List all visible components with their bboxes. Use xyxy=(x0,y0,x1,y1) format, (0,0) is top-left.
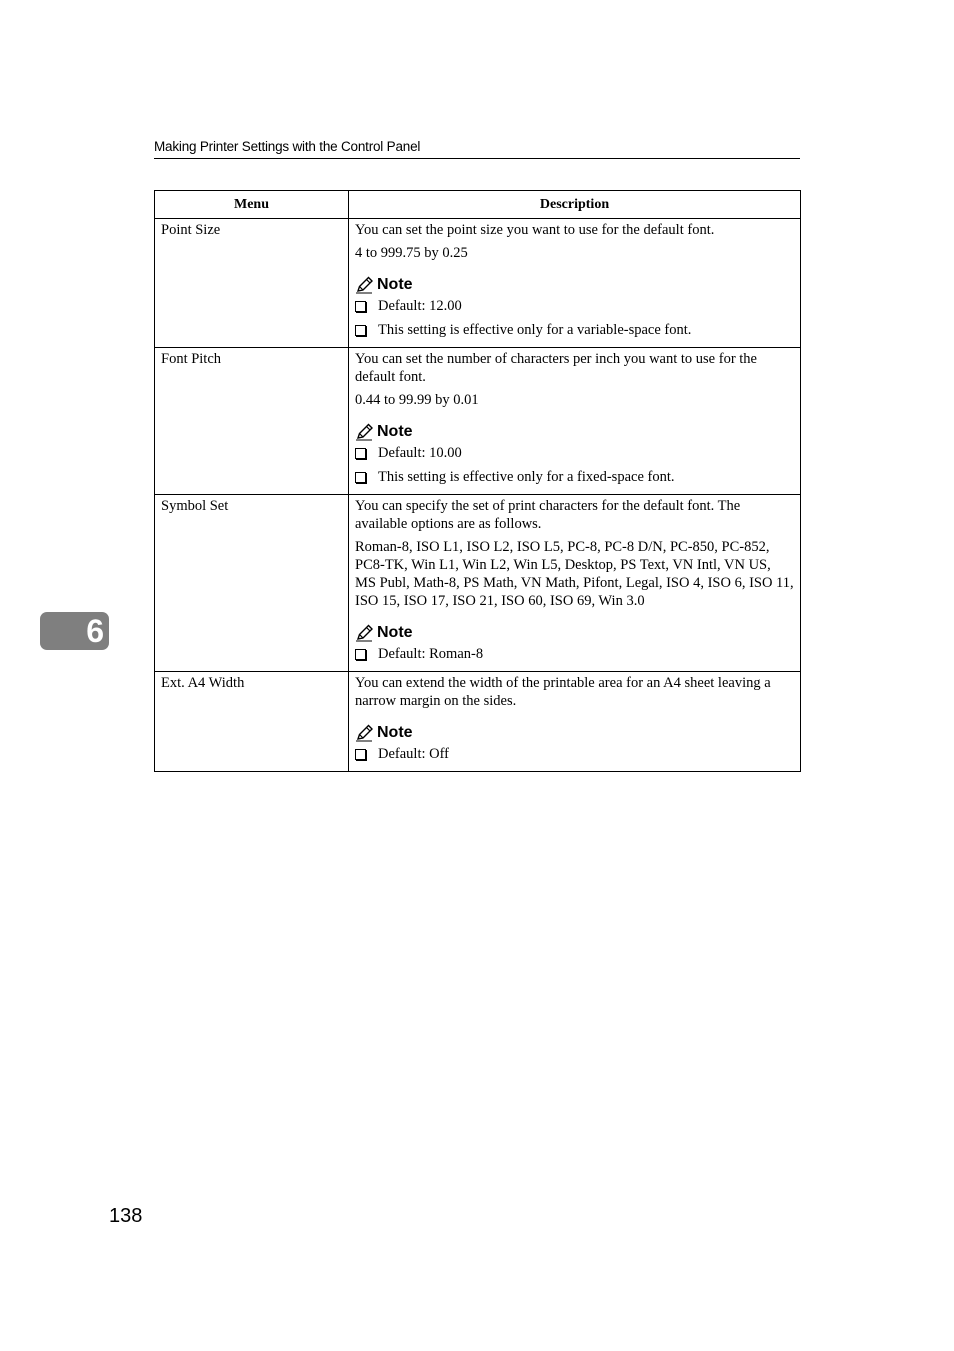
note-item xyxy=(355,468,794,486)
menu-cell: Symbol Set xyxy=(155,495,349,672)
table-row xyxy=(155,219,801,348)
pencil-note-icon xyxy=(355,624,375,642)
note-list xyxy=(355,645,794,663)
note-label: Note xyxy=(377,624,413,641)
note-text: Default: 12.00 xyxy=(378,298,462,314)
checkbox-bullet-icon xyxy=(355,301,366,312)
note-label: Note xyxy=(377,276,413,293)
description-cell xyxy=(349,348,801,495)
note-list xyxy=(355,444,794,486)
checkbox-bullet-icon xyxy=(355,325,366,336)
checkbox-bullet-icon xyxy=(355,448,366,459)
description-cell xyxy=(349,495,801,672)
note-text: Default: Off xyxy=(378,746,449,762)
description-cell xyxy=(349,219,801,348)
note-heading xyxy=(355,276,794,294)
table-row xyxy=(155,348,801,495)
description-text: You can set the number of characters per inch you want to use for the default font. xyxy=(355,351,757,385)
checkbox-bullet-icon xyxy=(355,649,366,660)
table-body xyxy=(155,219,801,772)
note-text: Default: Roman-8 xyxy=(378,646,484,662)
note-list xyxy=(355,297,794,339)
chapter-tab xyxy=(40,612,109,650)
menu-table xyxy=(154,190,801,772)
description-text: 4 to 999.75 by 0.25 xyxy=(355,245,468,261)
note-text: This setting is effective only for a variable-space font. xyxy=(378,322,692,338)
note-label: Note xyxy=(377,423,413,440)
note-list xyxy=(355,745,794,763)
table-row xyxy=(155,672,801,772)
table-header-row xyxy=(155,191,801,219)
note-item xyxy=(355,745,794,763)
table-row xyxy=(155,495,801,672)
description-text: You can specify the set of print characters for the default font. The available options are as follows. xyxy=(355,498,741,532)
note-heading xyxy=(355,724,794,742)
pencil-note-icon xyxy=(355,423,375,441)
description-text: You can extend the width of the printable area for an A4 sheet leaving a narrow margin on the sides. xyxy=(355,675,771,709)
column-header-menu: Menu xyxy=(155,191,349,219)
description-text: 0.44 to 99.99 by 0.01 xyxy=(355,392,479,408)
note-item xyxy=(355,321,794,339)
note-text: This setting is effective only for a fixed-space font. xyxy=(378,469,675,485)
running-header: Making Printer Settings with the Control Panel xyxy=(154,139,421,154)
note-heading xyxy=(355,423,794,441)
checkbox-bullet-icon xyxy=(355,749,366,760)
page-number: 138 xyxy=(109,1205,143,1227)
pencil-note-icon xyxy=(355,724,375,742)
note-heading xyxy=(355,624,794,642)
checkbox-bullet-icon xyxy=(355,472,366,483)
menu-cell: Ext. A4 Width xyxy=(155,672,349,772)
description-cell xyxy=(349,672,801,772)
menu-cell: Point Size xyxy=(155,219,349,348)
note-text: Default: 10.00 xyxy=(378,445,462,461)
chapter-number: 6 xyxy=(86,613,104,649)
description-text: You can set the point size you want to use for the default font. xyxy=(355,222,715,238)
pencil-note-icon xyxy=(355,276,375,294)
menu-cell: Font Pitch xyxy=(155,348,349,495)
column-header-description: Description xyxy=(349,191,801,219)
note-item xyxy=(355,444,794,462)
note-item xyxy=(355,297,794,315)
note-item xyxy=(355,645,794,663)
header-rule xyxy=(154,158,800,159)
note-label: Note xyxy=(377,724,413,741)
description-text: Roman-8, ISO L1, ISO L2, ISO L5, PC-8, PC-8 D/N, PC-850, PC-852, PC8-TK, Win L1, Win L2, Win L5, Desktop, PS Text, VN Intl, VN US, MS Publ, Math-8, PS Math, VN Math, Pifont, Legal, ISO 4, ISO 6, ISO 11, ISO 15, ISO 17, ISO 21, ISO 60, ISO 69, Win 3.0 xyxy=(355,539,794,609)
